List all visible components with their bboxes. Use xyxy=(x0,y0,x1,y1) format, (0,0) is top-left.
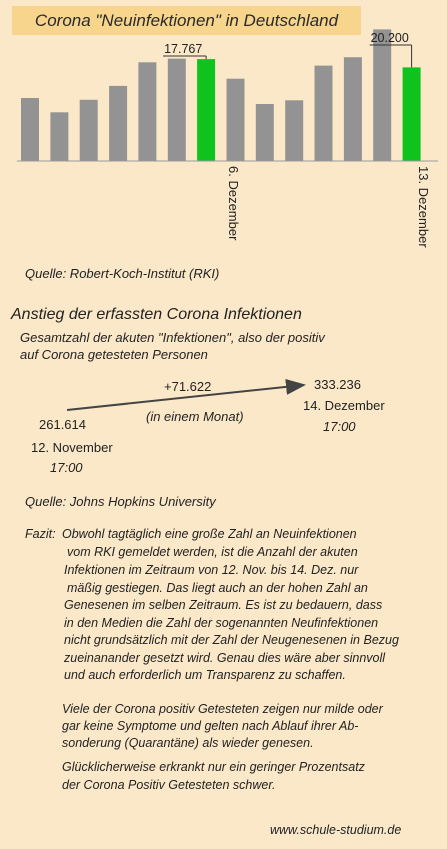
fazit-para2-line: Viele der Corona positiv Getesteten zeigen nur milde oder xyxy=(62,702,383,716)
date-label-6-dezember: 6. Dezember xyxy=(226,166,241,241)
fazit-para3-line: Glücklicherweise erkrankt nur ein geringer Prozentsatz xyxy=(62,760,365,774)
fazit-para2-line: sonderung (Quarantäne) als wieder genesen. xyxy=(62,736,314,750)
fazit-line: vom RKI gemeldet werden, ist die Anzahl der akuten xyxy=(67,545,358,559)
source-rki: Quelle: Robert-Koch-Institut (RKI) xyxy=(25,266,220,281)
end-value: 333.236 xyxy=(314,377,361,392)
start-value: 261.614 xyxy=(39,417,86,432)
source-jhu: Quelle: Johns Hopkins University xyxy=(25,494,216,509)
fazit-para3-line: der Corona Positiv Getesteten schwer. xyxy=(62,778,276,792)
footer-website: www.schule-studium.de xyxy=(270,823,402,837)
period-label: (in einem Monat) xyxy=(146,409,244,424)
fazit-line: in den Medien die Zahl der sogenannten Neufinfektionen xyxy=(64,616,379,630)
fazit-line: Genesenen im selben Zeitraum. Es ist zu bedauern, dass xyxy=(64,598,383,612)
section-subtitle-line-1: Gesamtzahl der akuten "Infektionen", also der positiv xyxy=(20,330,325,345)
chart-title: Corona "Neuinfektionen" in Deutschland xyxy=(12,6,361,35)
fazit-line: zueinanander gesetzt wird. Genau dies wäre aber sinnvoll xyxy=(64,651,386,665)
date-label-13-dezember: 13. Dezember xyxy=(416,166,431,248)
start-date: 12. November xyxy=(31,440,113,455)
start-time: 17:00 xyxy=(50,460,83,475)
increase-value: +71.622 xyxy=(164,379,212,394)
fazit-line: nicht grundsätzlich mit der Zahl der Neugenesenen in Bezug xyxy=(64,633,399,647)
fazit-line: und auch erforderlich um Transparenz zu schaffen. xyxy=(64,668,346,682)
end-date: 14. Dezember xyxy=(303,398,385,413)
fazit-line: Obwohl tagtäglich eine große Zahl an Neuinfektionen xyxy=(62,527,357,541)
section-heading: Anstieg der erfassten Corona Infektionen xyxy=(11,306,302,323)
callout-label: 17.767 xyxy=(164,42,203,56)
end-time: 17:00 xyxy=(323,419,356,434)
fazit-para2-line: gar keine Symptome und gelten nach Ablauf ihrer Ab- xyxy=(62,719,359,733)
fazit-line: Infektionen im Zeitraum von 12. Nov. bis 14. Dez. nur xyxy=(64,563,359,577)
callout-label: 20.200 xyxy=(370,31,409,45)
fazit-label: Fazit: xyxy=(25,527,56,541)
section-subtitle-line-2: auf Corona getesteten Personen xyxy=(20,347,208,362)
fazit-line: mäßig gestiegen. Das liegt auch an der hohen Zahl an xyxy=(67,581,368,595)
